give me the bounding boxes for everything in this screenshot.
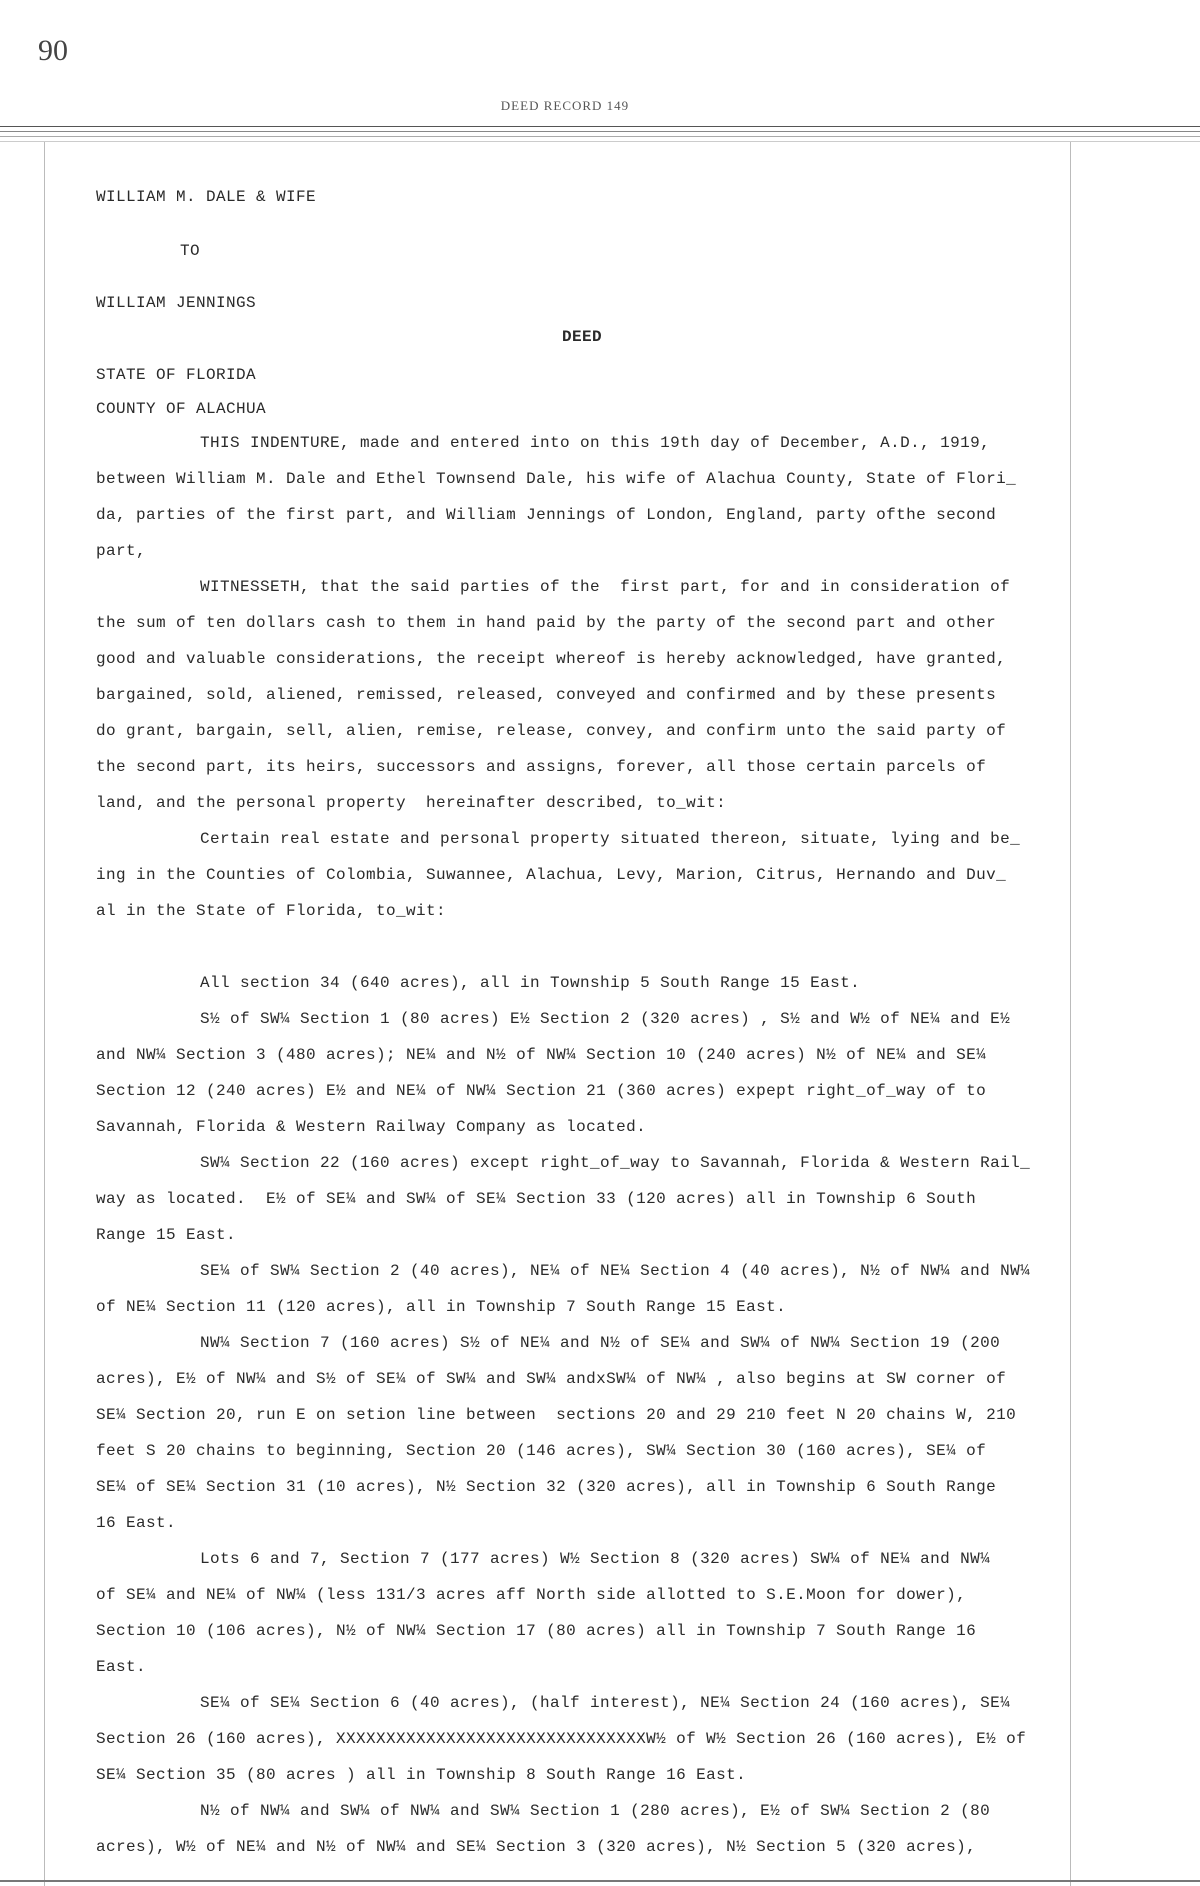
parcel-line: S½ of SW¼ Section 1 (80 acres) E½ Section 2 (320 acres) , S½ and W½ of NE¼ and E½ [200, 1010, 1011, 1028]
body-line: al in the State of Florida, to_wit: [96, 902, 447, 920]
header-rule [0, 136, 1200, 137]
parcel-line: of SE¼ and NE¼ of NW¼ (less 131/3 acres aff North side allotted to S.E.Moon for dower), [96, 1586, 967, 1604]
parcel-line: way as located. E½ of SE¼ and SW¼ of SE¼ Section 33 (120 acres) all in Township 6 South [96, 1190, 977, 1208]
parcel-line: N½ of NW¼ and SW¼ of NW¼ and SW¼ Section 1 (280 acres), E½ of SW¼ Section 2 (80 [200, 1802, 991, 1820]
parcel-line: Range 15 East. [96, 1226, 237, 1244]
body-line: good and valuable considerations, the receipt whereof is hereby acknowledged, have granted, [96, 650, 1007, 668]
parcel-line: SE¼ of SE¼ Section 6 (40 acres), (half interest), NE¼ Section 24 (160 acres), SE¼ [200, 1694, 1011, 1712]
parcel-line: SE¼ Section 20, run E on setion line between sections 20 and 29 210 feet N 20 chains W, 210 [96, 1406, 1017, 1424]
parcel-line: acres), E½ of NW¼ and S½ of SE¼ of SW¼ and SW¼ andxSW¼ of NW¼ , also begins at SW corner of [96, 1370, 1007, 1388]
parcel-line: SW¼ Section 22 (160 acres) except right_of_way to Savannah, Florida & Western Rail_ [200, 1154, 1031, 1172]
bottom-rule [0, 1880, 1200, 1882]
parcel-line: Section 12 (240 acres) E½ and NE¼ of NW¼ Section 21 (360 acres) expept right_of_way of to [96, 1082, 987, 1100]
page-border-right [1070, 142, 1071, 1886]
body-line: WITNESSETH, that the said parties of the first part, for and in consideration of [200, 578, 1011, 596]
parcel-line: Lots 6 and 7, Section 7 (177 acres) W½ Section 8 (320 acres) SW¼ of NE¼ and NW¼ [200, 1550, 991, 1568]
parcel-line: 16 East. [96, 1514, 177, 1532]
parcel-line: feet S 20 chains to beginning, Section 20 (146 acres), SW¼ Section 30 (160 acres), SE¼ of [96, 1442, 987, 1460]
page-number: 90 [38, 34, 68, 67]
body-line: ing in the Counties of Colombia, Suwannee, Alachua, Levy, Marion, Citrus, Hernando and Duv_ [96, 866, 1007, 884]
parcel-line: and NW¼ Section 3 (480 acres); NE¼ and N½ of NW¼ Section 10 (240 acres) N½ of NE¼ and SE¼ [96, 1046, 987, 1064]
parcel-line: SE¼ of SE¼ Section 31 (10 acres), N½ Section 32 (320 acres), all in Township 6 South Range [96, 1478, 997, 1496]
parcel-line: All section 34 (640 acres), all in Township 5 South Range 15 East. [200, 974, 861, 992]
grantee-line: WILLIAM JENNINGS [96, 294, 257, 312]
parcel-line: Section 10 (106 acres), N½ of NW¼ Section 17 (80 acres) all in Township 7 South Range 16 [96, 1622, 977, 1640]
page-border-left [44, 142, 45, 1886]
parcel-line: East. [96, 1658, 147, 1676]
body-line: bargained, sold, aliened, remissed, released, conveyed and confirmed and by these presents [96, 686, 997, 704]
parcel-line: Section 26 (160 acres), XXXXXXXXXXXXXXXXXXXXXXXXXXXXXXXW½ of W½ Section 26 (160 acres), E½ of [96, 1730, 1027, 1748]
header-rule [0, 131, 1200, 132]
page-header: DEED RECORD 149 [500, 98, 630, 113]
header-rule [0, 141, 1200, 142]
body-line: Certain real estate and personal property situated thereon, situate, lying and be_ [200, 830, 1021, 848]
parcel-line: SE¼ of SW¼ Section 2 (40 acres), NE¼ of NE¼ Section 4 (40 acres), N½ of NW¼ and NW¼ [200, 1262, 1031, 1280]
body-line: do grant, bargain, sell, alien, remise, release, convey, and confirm unto the said party of [96, 722, 1007, 740]
body-line: THIS INDENTURE, made and entered into on this 19th day of December, A.D., 1919, [200, 434, 991, 452]
parcel-line: SE¼ Section 35 (80 acres ) all in Township 8 South Range 16 East. [96, 1766, 747, 1784]
parcel-line: acres), W½ of NE¼ and N½ of NW¼ and SE¼ Section 3 (320 acres), N½ Section 5 (320 acres), [96, 1838, 977, 1856]
body-line: da, parties of the first part, and William Jennings of London, England, party ofthe second [96, 506, 997, 524]
state-line: STATE OF FLORIDA [96, 366, 257, 384]
county-line: COUNTY OF ALACHUA [96, 400, 267, 418]
body-line: the second part, its heirs, successors and assigns, forever, all those certain parcels of [96, 758, 987, 776]
parcel-line: of NE¼ Section 11 (120 acres), all in Township 7 South Range 15 East. [96, 1298, 787, 1316]
to-line: TO [180, 242, 201, 260]
body-line: part, [96, 542, 147, 560]
deed-title: DEED [562, 328, 603, 346]
header-rule [0, 126, 1200, 127]
body-line: between William M. Dale and Ethel Townsend Dale, his wife of Alachua County, State of Flori_ [96, 470, 1017, 488]
body-line: land, and the personal property hereinafter described, to_wit: [96, 794, 727, 812]
grantor-line: WILLIAM M. DALE & WIFE [96, 188, 317, 206]
parcel-line: NW¼ Section 7 (160 acres) S½ of NE¼ and N½ of SE¼ and SW¼ of NW¼ Section 19 (200 [200, 1334, 1001, 1352]
parcel-line: Savannah, Florida & Western Railway Company as located. [96, 1118, 647, 1136]
body-line: the sum of ten dollars cash to them in hand paid by the party of the second part and other [96, 614, 997, 632]
